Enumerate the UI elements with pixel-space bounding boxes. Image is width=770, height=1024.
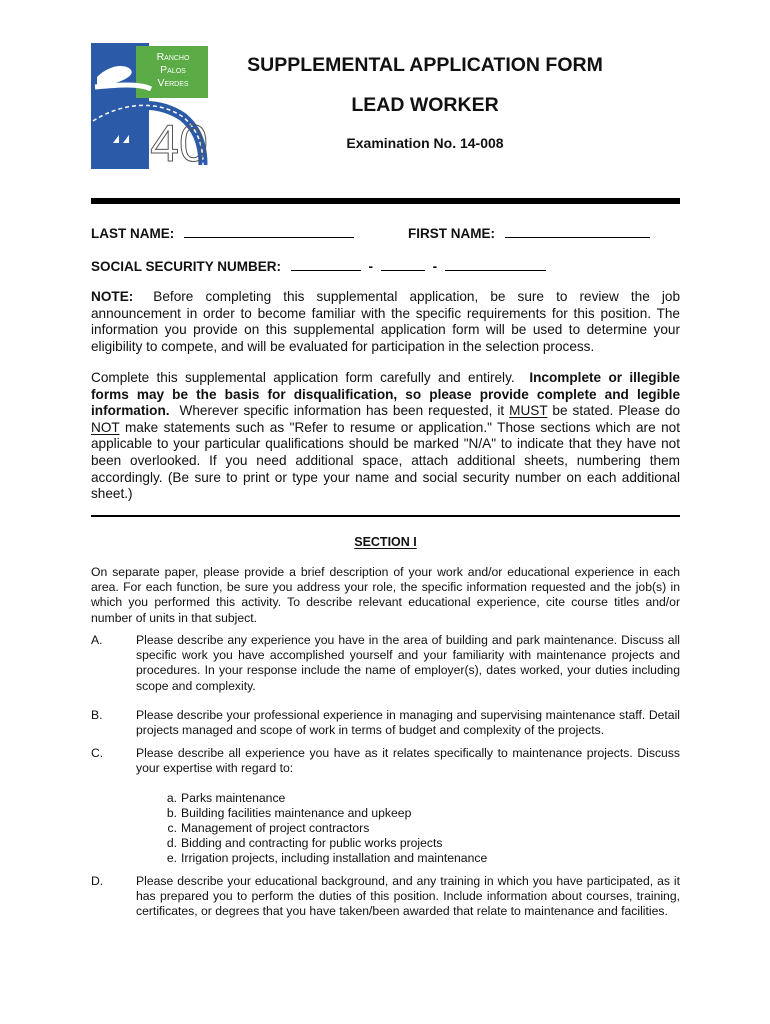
item-letter: D. [91,874,104,888]
subitem-text: Building facilities maintenance and upkeep [181,806,412,820]
logo-text-rancho: Rancho [156,51,190,63]
last-name-row [91,223,354,241]
instructions-not: NOT [91,419,120,435]
section-divider [91,515,680,517]
subitem-text: Management of project contractors [181,821,370,835]
instructions-must: MUST [509,403,548,419]
logo-40: 40 [150,115,208,169]
ssn-label: SOCIAL SECURITY NUMBER: [91,259,282,274]
item-text: Please describe your educational background, and any training in which you have participated, as it has prepared you to perform the duties of this position. Include information about courses, training, certificates, or degrees that you have taken/been awarded that relate to maintenance and facilities. [136,874,680,919]
item-letter: C. [91,746,104,760]
exam-number: Examination No. 14-008 [346,135,504,151]
instructions-part4: make statements such as "Refer to resume or application." Those sections which are not applicable to your particular qualifications should be marked "N/A" to indicate that they have not been overlooked. If you need additional space, attach additional sheets, numbering them accordingly. (Be sure to print or type your name and social security number on each additional sheet.) [91,419,680,502]
logo-text-palos: Palos [160,64,186,76]
subitem-letter: e. [166,851,177,865]
note-text: Before completing this supplemental application, be sure to review the job announcement in order to become familiar with the specific requirements for this position. The information you provide on this supplemental application form will be used to determine your eligibility to compete, and will be evaluated for participation in the selection process. [91,289,680,354]
item-text: Please describe your professional experience in managing and supervising maintenance staff. Detail projects managed and scope of work in terms of budget and complexity of the projects. [136,708,680,738]
ssn-field-part2[interactable] [381,256,425,271]
instructions-warning: Incomplete or illegible forms may be the basis for disqualification, so please provide complete and legible information. [91,370,680,419]
form-title: SUPPLEMENTAL APPLICATION FORM [247,54,603,76]
subitem-text: Parks maintenance [181,791,286,805]
item-text: Please describe any experience you have in the area of building and park maintenance. Discuss all specific work you have accomplished yourself and your familiarity with maintenance projects and procedures. In your response include the name of employer(s), dates worked, your duties including scope and complexity. [136,633,680,693]
rancho-palos-verdes-logo [91,43,209,169]
first-name-label: FIRST NAME: [408,226,495,241]
first-name-field[interactable] [505,223,650,238]
header-divider [91,198,680,204]
instructions-part1: Complete this supplemental application form carefully and entirely. [91,370,515,385]
note-paragraph [91,289,680,355]
subitem-letter: d. [166,836,177,850]
instructions-part2: Wherever specific information has been requested, it [179,403,505,419]
subitem-letter: b. [166,806,177,820]
subitem-text: Bidding and contracting for public works projects [181,836,443,850]
ssn-field-part1[interactable] [291,256,361,271]
last-name-field[interactable] [184,223,354,238]
logo-text-verdes: Verdes [157,77,189,89]
ssn-dash: - [432,259,438,274]
position-title: LEAD WORKER [351,94,499,116]
note-label: NOTE: [91,289,134,304]
item-letter: A. [91,633,103,647]
ssn-dash: - [368,259,374,274]
last-name-label: LAST NAME: [91,226,175,241]
ssn-field-part3[interactable] [445,256,546,271]
item-letter: B. [91,708,103,722]
ssn-row [91,256,546,274]
first-name-row [408,223,650,241]
section-heading: SECTION I [354,535,417,549]
subitem-text: Irrigation projects, including installation and maintenance [181,851,488,865]
instructions-part3: be stated. Please do [552,403,680,419]
instructions-paragraph [91,370,680,503]
subitem-letter: a. [166,791,177,805]
section-intro: On separate paper, please provide a brief description of your work and/or educational experience in each area. For each function, be sure you address your role, the specific information requested and the job(s) in which you performed this activity. To describe relevant educational experience, cite course titles and/or number of units in that subject. [91,565,680,625]
subitem-letter: c. [167,821,177,835]
item-text: Please describe all experience you have as it relates specifically to maintenance projects. Discuss your expertise with regard to: [136,746,680,776]
